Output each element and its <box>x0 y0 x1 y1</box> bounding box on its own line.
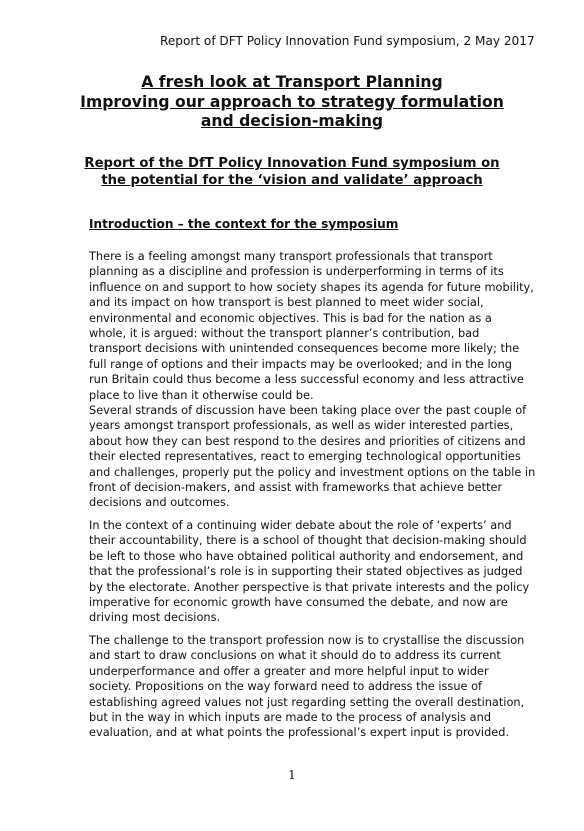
text-line: full range of options and their impacts may be overlooked; and in the long <box>89 356 512 371</box>
subtitle-line: the potential for the ‘vision and validate’ approach <box>101 173 483 188</box>
text-line: whole, it is argued: without the transport planner’s contribution, bad <box>89 326 480 341</box>
text-line: driving most decisions. <box>89 610 221 625</box>
text-line: establishing agreed values not just regarding setting the overall destination, <box>89 694 525 709</box>
text-line: that the professional’s role is in supporting their stated objectives as judged <box>89 564 523 579</box>
text-line: In the context of a continuing wider debate about the role of ‘experts’ and <box>89 518 512 532</box>
document-title <box>70 73 514 132</box>
title-line: and decision-making <box>200 112 384 130</box>
text-line: society. Propositions on the way forward need to address the issue of <box>89 679 483 694</box>
text-line: transport decisions with unintended consequences become more likely; the <box>89 341 520 356</box>
section-heading: Introduction – the context for the symposium <box>89 217 399 231</box>
text-line: environmental and economic objectives. This is bad for the nation as a <box>89 310 492 325</box>
text-line: There is a feeling amongst many transport professionals that transport <box>89 249 493 263</box>
text-line: be left to those who have obtained political authority and endorsement, and <box>89 548 524 563</box>
text-line: planning as a discipline and profession is underperforming in terms of its <box>89 264 504 279</box>
paragraph <box>89 403 536 511</box>
title-line: Improving our approach to strategy formulation <box>80 92 504 111</box>
text-line: front of decision-makers, and assist with frameworks that achieve better <box>89 480 503 495</box>
text-line: underperformance and offer a greater and more helpful input to wider <box>89 663 489 678</box>
text-line: years amongst transport professionals, as well as wider interested parties, <box>89 418 514 433</box>
text-line: and challenges, properly put the policy and investment options on the table in <box>89 464 536 479</box>
text-line: decisions and outcomes. <box>89 495 230 510</box>
title-line: A fresh look at Transport Planning <box>141 73 443 91</box>
text-line: The challenge to the transport profession now is to crystallise the discussion <box>89 633 525 647</box>
paragraph <box>89 518 529 626</box>
text-line: place to live than it otherwise could be. <box>89 387 314 402</box>
paragraph <box>89 633 529 741</box>
page-number: 1 <box>288 768 296 782</box>
document-subtitle <box>70 155 514 189</box>
text-line: their accountability, there is a school of thought that decision-making should <box>89 533 527 548</box>
text-line: evaluation, and at what points the professional’s expert input is provided. <box>89 725 510 740</box>
paragraph <box>89 249 534 403</box>
text-line: but in the way in which inputs are made to the process of analysis and <box>89 710 492 725</box>
running-header: Report of DFT Policy Innovation Fund symposium, 2 May 2017 <box>160 34 535 48</box>
text-line: run Britain could thus become a less successful economy and less attractive <box>89 372 524 387</box>
text-line: and start to draw conclusions on what it should do to address its current <box>89 648 501 663</box>
subtitle-line: Report of the DfT Policy Innovation Fund symposium on <box>84 156 500 171</box>
text-line: influence on and support to how society shapes its agenda for future mobility, <box>89 279 534 294</box>
text-line: Several strands of discussion have been taking place over the past couple of <box>89 403 527 417</box>
text-line: and its impact on how transport is best planned to meet wider social, <box>89 295 484 310</box>
text-line: their elected representatives, react to emerging technological opportunities <box>89 449 521 464</box>
text-line: imperative for economic growth have consumed the debate, and now are <box>89 595 508 610</box>
text-line: by the electorate. Another perspective is that private interests and the policy <box>89 579 530 594</box>
text-line: about how they can best respond to the desires and priorities of citizens and <box>89 433 526 448</box>
